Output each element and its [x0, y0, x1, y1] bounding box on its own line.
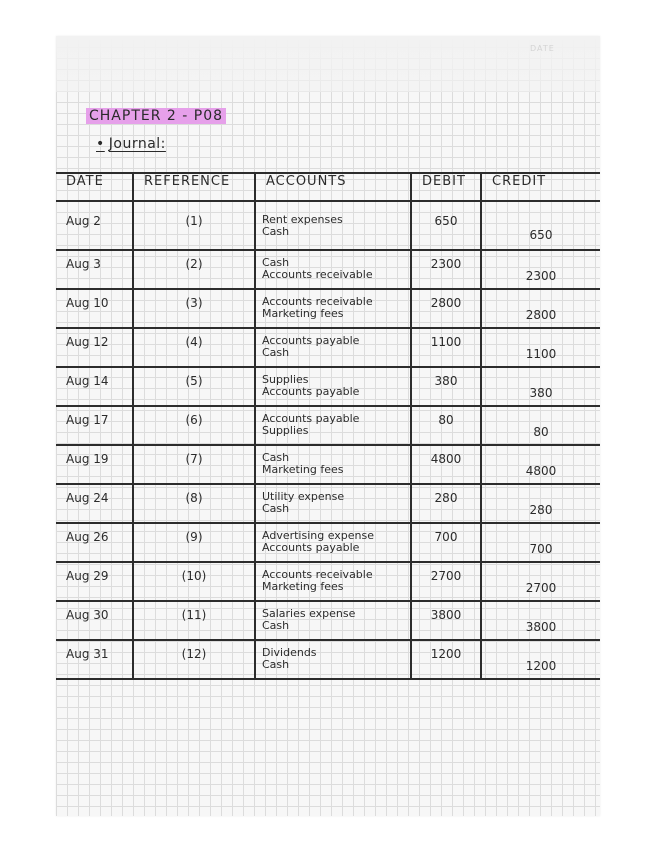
debit-amount: 1100 [430, 335, 462, 349]
entry-reference: (7) [185, 452, 203, 466]
credit-amount: 3800 [525, 620, 557, 634]
debit-cell [411, 484, 481, 523]
account-lines [262, 524, 410, 554]
credit-amount: 700 [529, 542, 553, 556]
accounts-cell [255, 640, 411, 679]
accounts-cell [255, 328, 411, 367]
header-credit: CREDIT [481, 173, 600, 201]
credit-cell [481, 250, 600, 289]
credit-cell [481, 406, 600, 445]
header-date: DATE [56, 173, 133, 201]
account-lines [262, 602, 410, 632]
debit-account: Utility expense [262, 490, 345, 503]
credit-cell [481, 445, 600, 484]
entry-reference: (9) [185, 530, 203, 544]
journal-header-row [56, 173, 600, 201]
debit-amount: 1200 [430, 647, 462, 661]
journal-row [56, 367, 600, 406]
entry-date: Aug 31 [66, 647, 109, 661]
date-cell [56, 201, 133, 250]
accounts-cell [255, 562, 411, 601]
journal-row [56, 201, 600, 250]
accounts-cell [255, 201, 411, 250]
credit-amount: 80 [533, 425, 549, 439]
debit-amount: 700 [434, 530, 458, 544]
paper-header-band [56, 36, 600, 92]
credit-amount: 2700 [525, 581, 557, 595]
account-lines [262, 290, 410, 320]
date-cell [56, 523, 133, 562]
accounts-cell [255, 289, 411, 328]
header-accounts: ACCOUNTS [255, 173, 411, 201]
credit-account: Cash [262, 658, 290, 671]
debit-cell [411, 289, 481, 328]
credit-cell [481, 640, 600, 679]
date-cell [56, 640, 133, 679]
credit-account: Cash [262, 502, 290, 515]
debit-amount: 380 [434, 374, 458, 388]
reference-cell [133, 406, 255, 445]
reference-cell [133, 289, 255, 328]
debit-account: Advertising expense [262, 529, 375, 542]
entry-date: Aug 12 [66, 335, 109, 349]
entry-reference: (12) [181, 647, 207, 661]
debit-cell [411, 601, 481, 640]
reference-cell [133, 484, 255, 523]
journal-subtitle-text: Journal: [108, 136, 166, 152]
debit-cell [411, 367, 481, 406]
debit-account: Accounts payable [262, 334, 360, 347]
page-title: CHAPTER 2 - P08 [86, 108, 226, 124]
header-debit: DEBIT [411, 173, 481, 201]
credit-account: Accounts payable [262, 541, 360, 554]
credit-cell [481, 367, 600, 406]
account-lines [262, 407, 410, 437]
bullet-icon: • [96, 136, 105, 152]
credit-account: Marketing fees [262, 463, 344, 476]
credit-account: Marketing fees [262, 580, 344, 593]
debit-amount: 3800 [430, 608, 462, 622]
entry-reference: (10) [181, 569, 207, 583]
entry-date: Aug 26 [66, 530, 109, 544]
credit-amount: 1100 [525, 347, 557, 361]
debit-cell [411, 562, 481, 601]
date-cell [56, 406, 133, 445]
reference-cell [133, 328, 255, 367]
debit-cell [411, 640, 481, 679]
debit-amount: 650 [434, 214, 458, 228]
debit-cell [411, 406, 481, 445]
accounts-cell [255, 523, 411, 562]
entry-date: Aug 14 [66, 374, 109, 388]
entry-reference: (2) [185, 257, 203, 271]
entry-date: Aug 2 [66, 214, 101, 228]
date-cell [56, 484, 133, 523]
debit-amount: 280 [434, 491, 458, 505]
journal-row [56, 445, 600, 484]
debit-amount: 2700 [430, 569, 462, 583]
entry-reference: (1) [185, 214, 203, 228]
date-cell [56, 289, 133, 328]
journal-row [56, 289, 600, 328]
journal-row [56, 523, 600, 562]
entry-reference: (8) [185, 491, 203, 505]
debit-cell [411, 201, 481, 250]
journal-row [56, 562, 600, 601]
reference-cell [133, 601, 255, 640]
journal-row [56, 406, 600, 445]
account-lines [262, 641, 410, 671]
journal-row [56, 640, 600, 679]
accounts-cell [255, 445, 411, 484]
debit-account: Accounts receivable [262, 295, 373, 308]
reference-cell [133, 562, 255, 601]
entry-reference: (3) [185, 296, 203, 310]
debit-cell [411, 445, 481, 484]
journal-row [56, 484, 600, 523]
debit-amount: 4800 [430, 452, 462, 466]
entry-reference: (11) [181, 608, 207, 622]
journal-body [56, 201, 600, 679]
date-stamp: DATE [530, 44, 555, 53]
journal-row [56, 328, 600, 367]
date-cell [56, 562, 133, 601]
debit-account: Supplies [262, 373, 309, 386]
reference-cell [133, 250, 255, 289]
journal-subtitle [96, 136, 166, 152]
debit-account: Rent expenses [262, 213, 343, 226]
debit-account: Cash [262, 256, 290, 269]
account-lines [262, 202, 410, 238]
debit-account: Accounts payable [262, 412, 360, 425]
entry-date: Aug 19 [66, 452, 109, 466]
entry-date: Aug 24 [66, 491, 109, 505]
accounts-cell [255, 601, 411, 640]
journal-table [56, 172, 600, 680]
credit-amount: 280 [529, 503, 553, 517]
account-lines [262, 485, 410, 515]
journal-row [56, 601, 600, 640]
header-reference: REFERENCE [133, 173, 255, 201]
entry-date: Aug 3 [66, 257, 101, 271]
credit-account: Cash [262, 619, 290, 632]
reference-cell [133, 367, 255, 406]
credit-cell [481, 562, 600, 601]
credit-cell [481, 201, 600, 250]
credit-account: Cash [262, 225, 290, 238]
accounts-cell [255, 250, 411, 289]
reference-cell [133, 201, 255, 250]
entry-date: Aug 30 [66, 608, 109, 622]
credit-cell [481, 523, 600, 562]
credit-amount: 2800 [525, 308, 557, 322]
debit-account: Cash [262, 451, 290, 464]
accounts-cell [255, 367, 411, 406]
account-lines [262, 446, 410, 476]
reference-cell [133, 640, 255, 679]
credit-amount: 1200 [525, 659, 557, 673]
debit-cell [411, 328, 481, 367]
account-lines [262, 251, 410, 281]
account-lines [262, 368, 410, 398]
credit-account: Accounts receivable [262, 268, 373, 281]
entry-date: Aug 10 [66, 296, 109, 310]
credit-cell [481, 289, 600, 328]
reference-cell [133, 445, 255, 484]
credit-account: Accounts payable [262, 385, 360, 398]
credit-account: Marketing fees [262, 307, 344, 320]
date-cell [56, 250, 133, 289]
entry-date: Aug 17 [66, 413, 109, 427]
credit-account: Cash [262, 346, 290, 359]
accounts-cell [255, 484, 411, 523]
debit-amount: 80 [438, 413, 454, 427]
account-lines [262, 563, 410, 593]
debit-account: Salaries expense [262, 607, 356, 620]
credit-account: Supplies [262, 424, 309, 437]
account-lines [262, 329, 410, 359]
credit-amount: 4800 [525, 464, 557, 478]
date-cell [56, 328, 133, 367]
journal-row [56, 250, 600, 289]
credit-cell [481, 328, 600, 367]
debit-cell [411, 250, 481, 289]
credit-amount: 650 [529, 228, 553, 242]
debit-cell [411, 523, 481, 562]
entry-date: Aug 29 [66, 569, 109, 583]
reference-cell [133, 523, 255, 562]
credit-cell [481, 601, 600, 640]
debit-amount: 2800 [430, 296, 462, 310]
entry-reference: (5) [185, 374, 203, 388]
credit-amount: 2300 [525, 269, 557, 283]
debit-account: Accounts receivable [262, 568, 373, 581]
entry-reference: (6) [185, 413, 203, 427]
debit-account: Dividends [262, 646, 317, 659]
date-cell [56, 601, 133, 640]
entry-reference: (4) [185, 335, 203, 349]
date-cell [56, 367, 133, 406]
debit-amount: 2300 [430, 257, 462, 271]
date-cell [56, 445, 133, 484]
accounts-cell [255, 406, 411, 445]
credit-amount: 380 [529, 386, 553, 400]
credit-cell [481, 484, 600, 523]
